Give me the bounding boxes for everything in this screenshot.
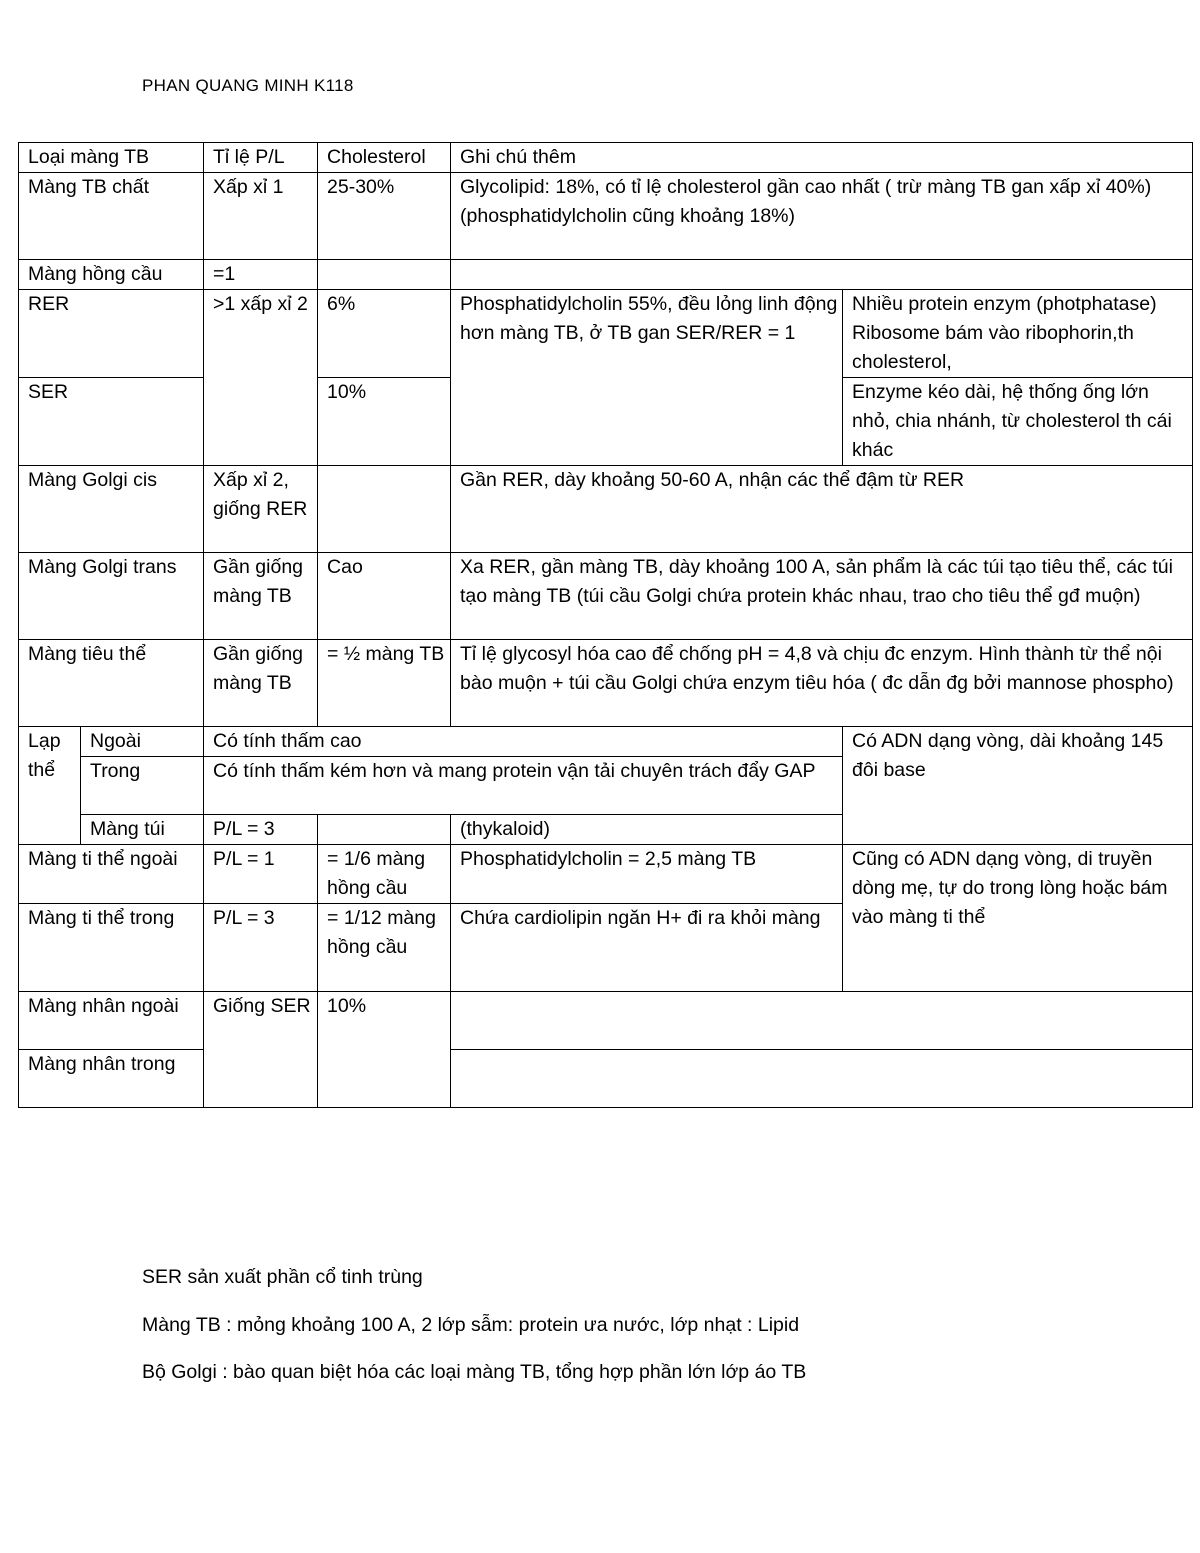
table-header-row [19,143,1193,173]
table-row-plasma [19,173,1193,260]
cell-cholesterol [318,260,451,290]
cell-cholesterol [318,466,451,553]
cell-note: Xa RER, gần màng TB, dày khoảng 100 A, sản phẩm là các túi tạo tiêu thể, các túi tạo màng TB (túi cầu Golgi chứa protein khác nhau, trao cho tiêu thể gđ muộn) [451,553,1193,640]
document-author: PHAN QUANG MINH K118 [142,76,354,95]
cell-note: Có tính thấm cao [204,727,843,757]
table-row-golgi-cis [19,466,1193,553]
cell-ratio: >1 xấp xỉ 2 [204,290,318,466]
cell-cholesterol: = 1/12 màng hồng cầu [318,904,451,992]
note-line: SER sản xuất phần cổ tinh trùng [142,1266,423,1288]
cell-ratio: Gần giống màng TB [204,553,318,640]
cell-name: Màng nhân ngoài [19,992,204,1050]
cell-ratio: Xấp xỉ 2, giống RER [204,466,318,553]
cell-name: Màng tiêu thể [19,640,204,727]
cell-cholesterol: = ½ màng TB [318,640,451,727]
cell-name: Màng TB chất [19,173,204,260]
cell-note: Gần RER, dày khoảng 50-60 A, nhận các thể đậm từ RER [451,466,1193,553]
cell-side-note: Cũng có ADN dạng vòng, di truyền dòng mẹ, tự do trong lòng hoặc bám vào màng ti thể [843,845,1193,992]
cell-ratio: Giống SER [204,992,318,1108]
cell-ratio: P/L = 3 [204,815,318,845]
cell-note: Nhiều protein enzym (photphatase) Ribosome bám vào ribophorin,th cholesterol, [843,290,1193,378]
table-row-mito-outer [19,845,1193,904]
note-line: Bộ Golgi : bào quan biệt hóa các loại màng TB, tổng hợp phần lớn lớp áo TB [142,1361,807,1383]
cell-note: Có tính thấm kém hơn và mang protein vận tải chuyên trách đẩy GAP [204,757,843,815]
cell-sublabel: Ngoài [81,727,204,757]
cell-name: Màng nhân trong [19,1050,204,1108]
cell-cholesterol: = 1/6 màng hồng cầu [318,845,451,904]
table-row-nuclear-outer [19,992,1193,1050]
cell-cholesterol: 10% [318,992,451,1108]
cell-name: Màng hồng cầu [19,260,204,290]
cell-name: Màng Golgi cis [19,466,204,553]
cell-cholesterol [318,815,451,845]
cell-note: Tỉ lệ glycosyl hóa cao để chống pH = 4,8 và chịu đc enzym. Hình thành từ thể nội bào muộn + túi cầu Golgi chứa enzym tiêu hóa ( đc dẫn đg bởi mannose phospho) [451,640,1193,727]
cell-ratio: =1 [204,260,318,290]
cell-sublabel: Trong [81,757,204,815]
table-row-rbc [19,260,1193,290]
cell-cholesterol: 25-30% [318,173,451,260]
cell-ratio: P/L = 1 [204,845,318,904]
header-pl-ratio: Tỉ lệ P/L [204,143,318,173]
table-row-rer [19,290,1193,378]
note-line: Màng TB : mỏng khoảng 100 A, 2 lớp sẫm: protein ưa nước, lớp nhạt : Lipid [142,1314,800,1336]
cell-chloroplast-name: Lạp thể [19,727,81,845]
cell-name: Màng ti thể ngoài [19,845,204,904]
cell-side-note: Có ADN dạng vòng, dài khoảng 145 đôi base [843,727,1193,845]
cell-note [451,992,1193,1050]
cell-note: Glycolipid: 18%, có tỉ lệ cholesterol gần cao nhất ( trừ màng TB gan xấp xỉ 40%) (phosphatidylcholin cũng khoảng 18%) [451,173,1193,260]
cell-note: Phosphatidylcholin = 2,5 màng TB [451,845,843,904]
cell-note: Chứa cardiolipin ngăn H+ đi ra khỏi màng [451,904,843,992]
cell-note: Enzyme kéo dài, hệ thống ống lớn nhỏ, chia nhánh, từ cholesterol th cái khác [843,378,1193,466]
cell-note: (thykaloid) [451,815,843,845]
cell-name: Màng Golgi trans [19,553,204,640]
cell-note [451,260,1193,290]
membrane-comparison-table [18,142,1193,1108]
cell-note [451,1050,1193,1108]
header-membrane-type: Loại màng TB [19,143,204,173]
cell-sublabel: Màng túi [81,815,204,845]
cell-cholesterol: Cao [318,553,451,640]
cell-name: RER [19,290,204,378]
cell-ratio: Xấp xỉ 1 [204,173,318,260]
table-row-nuclear-inner [19,1050,1193,1108]
cell-ratio: P/L = 3 [204,904,318,992]
table-row-golgi-trans [19,553,1193,640]
cell-cholesterol: 10% [318,378,451,466]
cell-name: SER [19,378,204,466]
cell-name: Màng ti thể trong [19,904,204,992]
table-row-lysosome [19,640,1193,727]
cell-ratio: Gần giống màng TB [204,640,318,727]
cell-note-shared: Phosphatidylcholin 55%, đều lỏng linh động hơn màng TB, ở TB gan SER/RER = 1 [451,290,843,466]
header-notes: Ghi chú thêm [451,143,1193,173]
table-row-chloroplast-outer [19,727,1193,757]
header-cholesterol: Cholesterol [318,143,451,173]
cell-cholesterol: 6% [318,290,451,378]
